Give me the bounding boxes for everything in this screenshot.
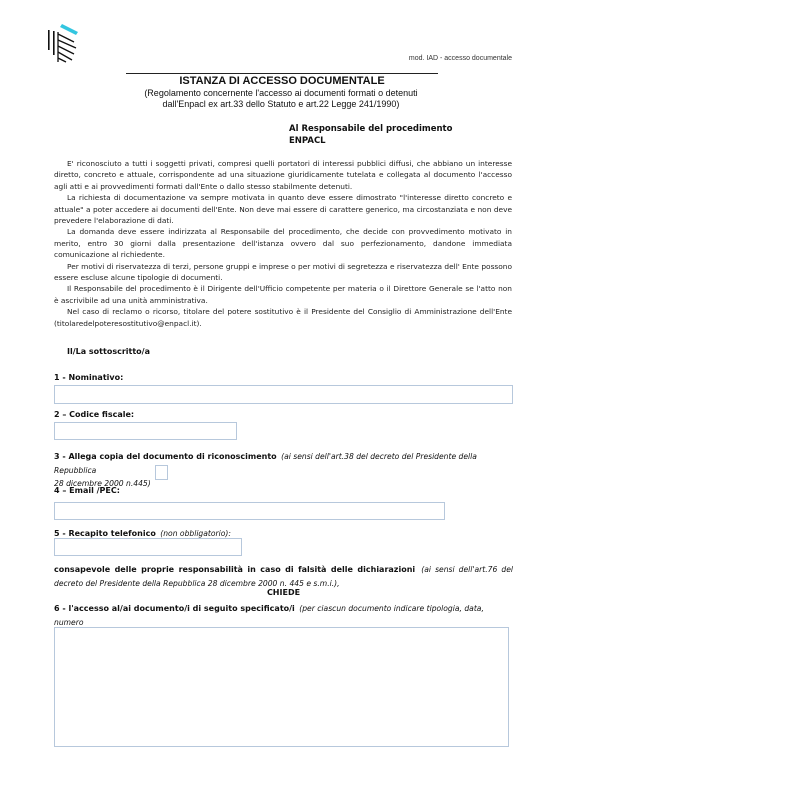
intro-paragraph: Per motivi di riservatezza di terzi, persone gruppi e imprese o per motivi di segretezza e riservatezza dell' Ente possono essere escluse alcune tipologie di documenti. — [54, 261, 512, 283]
intro-paragraph: La richiesta di documentazione va sempre motivata in quanto deve essere dimostrato "l'interesse diretto concreto e attuale" a poter accedere ai documenti dell'Ente. Non deve mai essere di carattere generico, ma circostanziata e non deve prevedere l'elaborazione di dati. — [54, 193, 512, 226]
nominativo-field[interactable] — [54, 385, 513, 404]
codice-fiscale-field[interactable] — [54, 422, 237, 440]
header-rule — [126, 73, 438, 74]
addressee-line-2: ENPACL — [289, 136, 326, 146]
declaration-note-a: (ai sensi dell'art.76 del — [421, 565, 513, 574]
document-subtitle — [120, 88, 442, 110]
documenti-note-a: (per ciascun documento indicare tipologia, data, numero — [54, 604, 484, 627]
intro-paragraph: Il Responsabile del procedimento è il Dirigente dell'Ufficio competente per materia o il Direttore Generale se l'atto non è ascrivibile ad una unità amministrativa. — [54, 284, 512, 305]
documenti-textarea[interactable] — [54, 627, 509, 747]
declaration — [54, 562, 513, 590]
documento-checkbox[interactable] — [155, 465, 168, 480]
codice-fiscale-label: 2 – Codice fiscale: — [54, 410, 135, 419]
nominativo-label: 1 - Nominativo: — [54, 373, 124, 382]
documento-label: 3 - Allega copia del documento di riconoscimento — [54, 452, 277, 461]
email-field[interactable] — [54, 502, 445, 520]
telefono-label: 5 - Recapito telefonico — [54, 529, 156, 538]
intro-paragraph: E' riconosciuto a tutti i soggetti privati, compresi quelli portatori di interessi pubblici diffusi, che abbiano un interesse diretto, concreto e attuale, corrispondente ad una situazione giuridicamente tutelata e collegata al documento l'accesso agli atti e ai provvedimenti formati dall'Ente o dallo stesso stabilmente detenuti. — [54, 159, 512, 191]
documenti-label: 6 - l'accesso al/ai documento/i di seguito specificato/i — [54, 604, 295, 613]
declaration-text: consapevole delle proprie responsabilità in caso di falsità delle dichiarazioni — [54, 565, 416, 574]
documento-note-1: (ai sensi dell'art.38 del decreto del Presidente della Repubblica — [54, 452, 477, 475]
chiede-heading: CHIEDE — [266, 588, 301, 597]
signer-label: Il/La sottoscritto/a — [67, 347, 150, 356]
enpacl-logo — [44, 22, 88, 66]
addressee-line-1: Al Responsabile del procedimento — [289, 124, 453, 134]
telefono-note: (non obbligatorio): — [160, 529, 231, 538]
intro-text — [54, 158, 512, 329]
subtitle-line-2: dall'Enpacl ex art.33 dello Statuto e art.22 Legge 241/1990) — [162, 99, 400, 109]
model-reference: mod. IAD - accesso documentale — [408, 55, 512, 62]
telefono-field[interactable] — [54, 538, 242, 556]
documento-block — [54, 449, 514, 490]
declaration-note-b: decreto del Presidente della Repubblica 28 dicembre 2000 n. 445 e s.m.i.), — [54, 579, 340, 588]
documento-note-2: 28 dicembre 2000 n.445) — [54, 479, 151, 488]
intro-paragraph: La domanda deve essere indirizzata al Responsabile del procedimento, che decide con provvedimento motivato in merito, entro 30 giorni dalla presentazione dell'istanza ovvero dal suo perfezionamento, dandone immediata comunicazione al richiedente. — [54, 227, 512, 260]
email-label: 4 – Email /PEC: — [54, 486, 120, 495]
document-title: ISTANZA DI ACCESSO DOCUMENTALE — [179, 75, 385, 87]
intro-paragraph: Nel caso di reclamo o ricorso, titolare del potere sostitutivo è il Presidente del Consiglio di Amministrazione dell'Ente (titolaredelpoteresostitutivo@enpacl.it). — [54, 307, 512, 328]
addressee-block — [289, 123, 452, 147]
enpacl-logo-mark — [44, 22, 88, 66]
subtitle-line-1: (Regolamento concernente l'accesso ai documenti formati o detenuti — [144, 88, 418, 98]
